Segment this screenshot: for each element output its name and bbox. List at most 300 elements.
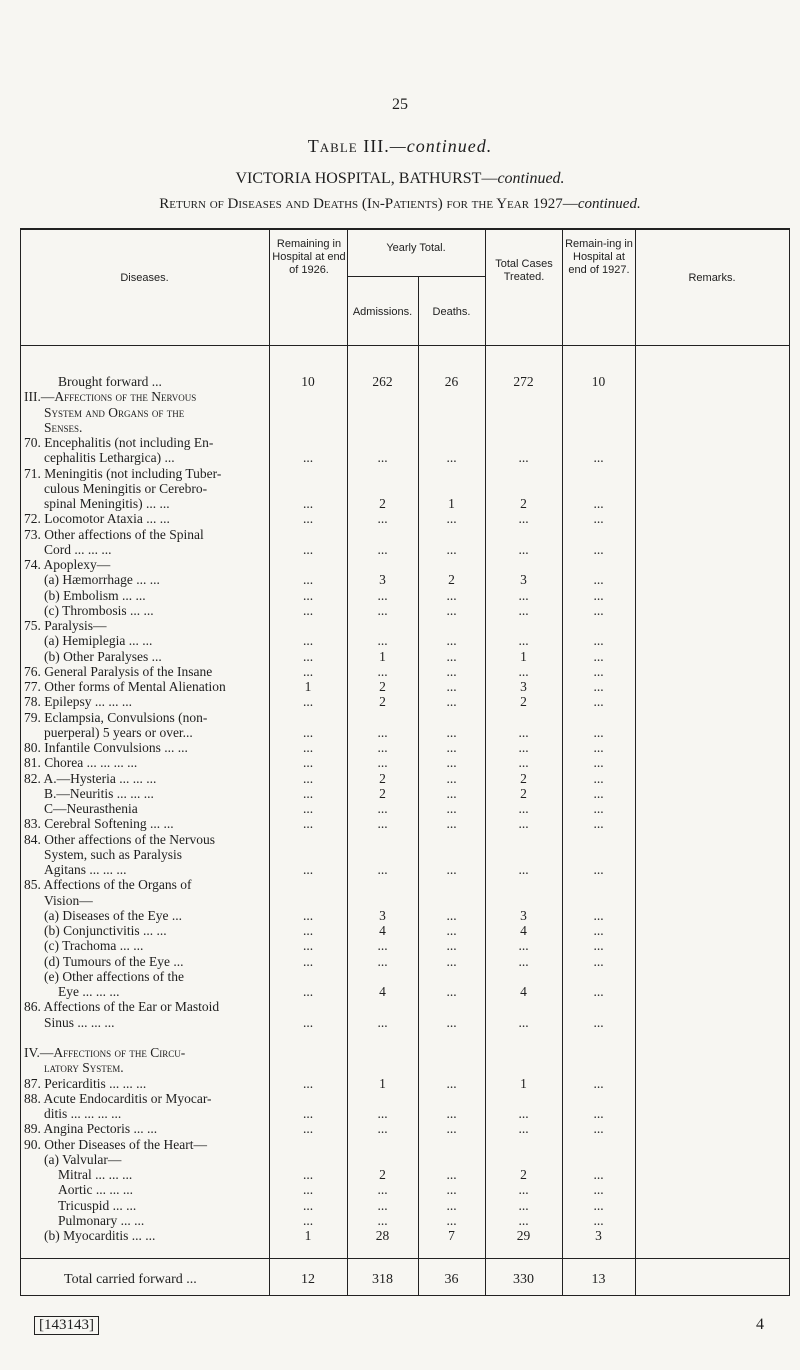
cell-total-cases: 4 (520, 923, 527, 938)
cell-total-cases: ... (518, 663, 529, 679)
disease-label: Cord ... ... ... (44, 541, 112, 557)
cell-remaining-1927: ... (593, 679, 604, 694)
table-row (0, 893, 800, 909)
cell-remaining-1927: ... (593, 572, 604, 588)
cell-remaining-1926: ... (302, 801, 314, 816)
cell-deaths: ... (446, 694, 457, 710)
table-row (0, 1015, 800, 1031)
cell-remaining-1926: ... (302, 755, 314, 771)
disease-label: (b) Myocarditis ... ... (44, 1228, 156, 1243)
cell-deaths: ... (446, 984, 457, 999)
header-diseases: Diseases. (120, 272, 169, 284)
table-row (0, 481, 800, 497)
cell-remaining-1927: 10 (591, 374, 606, 389)
cell-remaining-1927: ... (593, 816, 604, 832)
disease-label: (a) Diseases of the Eye ... (44, 907, 182, 923)
disease-label: 72. Locomotor Ataxia ... ... (24, 511, 170, 527)
cell-admissions: ... (377, 511, 388, 527)
cell-admissions: 1 (379, 648, 386, 664)
disease-label: culous Meningitis or Cerebro- (44, 480, 208, 496)
table-row (0, 588, 800, 604)
disease-label: 87. Pericarditis ... ... ... (24, 1075, 147, 1091)
table-row (0, 435, 800, 451)
cell-admissions: ... (377, 801, 388, 816)
table-row (0, 450, 800, 466)
return-cont: continued. (577, 196, 641, 212)
table-title-main: Table III. (307, 136, 390, 156)
cell-admissions: 2 (379, 770, 386, 786)
cell-deaths: ... (446, 1014, 457, 1030)
disease-label: (a) Hæmorrhage ... ... (44, 572, 160, 588)
cell-remaining-1926: ... (302, 1014, 314, 1030)
total-row-border (20, 1258, 790, 1259)
cell-admissions: 2 (379, 1167, 386, 1182)
disease-label: Mitral ... ... ... (58, 1167, 133, 1182)
cell-admissions: ... (377, 1197, 388, 1213)
page-number: 25 (392, 96, 408, 113)
header-admissions: Admissions. (352, 306, 413, 318)
cell-total-cases: 2 (520, 496, 527, 511)
cell-total-cases: ... (518, 740, 529, 755)
disease-label: 74. Apoplexy— (24, 557, 111, 572)
table-row (0, 740, 800, 756)
cell-deaths: ... (446, 923, 457, 938)
cell-remaining-1926: 1 (304, 679, 312, 694)
cell-remaining-1926: ... (302, 984, 314, 999)
table-row (0, 1213, 800, 1229)
table-row (0, 389, 800, 405)
cell-total-cases: ... (518, 1182, 529, 1198)
table-row (0, 1091, 800, 1107)
total-row (0, 1272, 800, 1288)
disease-label: 70. Encephalitis (not including En- (24, 435, 214, 450)
cell-admissions: ... (377, 1014, 388, 1030)
cell-admissions: ... (377, 1121, 388, 1137)
cell-total-cases: 1 (520, 648, 527, 664)
hospital-heading (0, 170, 800, 188)
table-row (0, 816, 800, 832)
cell-remaining-1927: ... (593, 984, 604, 999)
table-row (0, 1152, 800, 1168)
disease-label: ditis ... ... ... ... (44, 1106, 122, 1121)
table-row (0, 466, 800, 482)
cell-remaining-1927: ... (593, 1212, 604, 1228)
disease-label: spinal Meningitis) ... ... (44, 496, 170, 511)
disease-label: Vision— (44, 892, 93, 908)
table-row (0, 511, 800, 527)
disease-label: (c) Thrombosis ... ... (44, 602, 154, 618)
cell-total-cases: ... (518, 1014, 529, 1030)
table-row (0, 786, 800, 802)
cell-remaining-1927: ... (593, 801, 604, 816)
cell-admissions: 3 (379, 572, 386, 588)
cell-total-cases: 2 (520, 1167, 527, 1182)
cell-deaths: ... (446, 1075, 457, 1091)
disease-label: puerperal) 5 years or over... (44, 724, 193, 740)
table-title (0, 136, 800, 157)
cell-total-cases: ... (518, 1212, 529, 1228)
cell-total-cases: ... (518, 724, 529, 740)
cell-total-cases: 2 (520, 694, 527, 710)
cell-remaining-1926: ... (302, 663, 314, 679)
cell-admissions: 2 (379, 496, 386, 511)
cell-remaining-1927: ... (593, 755, 604, 771)
disease-label: Eye ... ... ... (58, 984, 120, 999)
cell-total-cases: ... (518, 816, 529, 832)
table-row (0, 679, 800, 695)
cell-admissions: ... (377, 740, 388, 755)
header-remarks: Remarks. (688, 272, 736, 284)
cell-total-cases: 3 (520, 679, 527, 694)
disease-label: (b) Embolism ... ... (44, 587, 146, 603)
disease-label: 81. Chorea ... ... ... ... (24, 755, 138, 771)
cell-admissions: ... (377, 1182, 388, 1198)
cell-total-cases: ... (518, 602, 529, 618)
cell-deaths: ... (446, 862, 457, 877)
cell-admissions: ... (377, 633, 388, 649)
cell-remaining-1927: ... (593, 923, 604, 938)
table-row (0, 496, 800, 512)
disease-label: Agitans ... ... ... (44, 862, 127, 877)
table-title-cont: —continued. (389, 136, 493, 156)
cell-remaining-1926: ... (302, 907, 314, 923)
cell-admissions: ... (377, 938, 388, 954)
footer-sheet-number: 4 (756, 1316, 764, 1333)
cell-remaining-1927: ... (593, 663, 604, 679)
disease-label: System and Organs of the (44, 404, 185, 420)
cell-remaining-1926: ... (302, 816, 314, 832)
cell-remaining-1927: ... (593, 511, 604, 527)
cell-total-cases: ... (518, 1106, 529, 1121)
cell-remaining-1926: ... (302, 572, 314, 588)
cell-total-cases: ... (518, 587, 529, 603)
disease-label: (d) Tumours of the Eye ... (44, 953, 184, 969)
header-remaining-1926: Remaining in Hospital at end of 1926. (272, 238, 346, 276)
table-row (0, 908, 800, 924)
disease-label: 82. A.—Hysteria ... ... ... (24, 770, 157, 786)
total-deaths: 36 (444, 1272, 459, 1287)
cell-remaining-1926: ... (302, 1075, 314, 1091)
cell-remaining-1926: ... (302, 1182, 314, 1198)
cell-remaining-1926: ... (302, 602, 314, 618)
table-row (0, 1106, 800, 1122)
disease-label: Sinus ... ... ... (44, 1014, 115, 1030)
table-row (0, 954, 800, 970)
return-heading (0, 196, 800, 213)
cell-remaining-1926: ... (302, 587, 314, 603)
disease-label: (a) Valvular— (44, 1151, 122, 1167)
cell-remaining-1927: ... (593, 1197, 604, 1213)
cell-total-cases: 2 (520, 785, 527, 801)
cell-admissions: ... (377, 541, 388, 557)
cell-admissions: ... (377, 1106, 388, 1121)
cell-remaining-1927: ... (593, 1121, 604, 1137)
disease-label: cephalitis Lethargica) ... (44, 450, 175, 466)
cell-total-cases: 272 (513, 374, 534, 389)
cell-remaining-1926: ... (302, 511, 314, 527)
cell-deaths: ... (446, 1182, 457, 1198)
cell-total-cases: 2 (520, 770, 527, 786)
cell-remaining-1926: ... (302, 938, 314, 954)
disease-label: 83. Cerebral Softening ... ... (24, 816, 174, 832)
cell-deaths: ... (446, 907, 457, 923)
cell-total-cases: ... (518, 938, 529, 954)
cell-remaining-1927: ... (593, 938, 604, 954)
cell-deaths: 7 (448, 1228, 455, 1243)
cell-deaths: ... (446, 938, 457, 954)
cell-remaining-1927: 3 (595, 1228, 602, 1243)
disease-label: 77. Other forms of Mental Alienation (24, 679, 226, 694)
disease-label: Brought forward ... (58, 374, 162, 389)
disease-label: 76. General Paralysis of the Insane (24, 663, 213, 679)
disease-label: (b) Other Paralyses ... (44, 648, 162, 664)
cell-remaining-1927: ... (593, 496, 604, 511)
cell-admissions: 262 (372, 374, 393, 389)
cell-deaths: ... (446, 953, 457, 969)
cell-total-cases: ... (518, 541, 529, 557)
cell-deaths: ... (446, 816, 457, 832)
total-label: Total carried forward ... (64, 1272, 197, 1287)
cell-deaths: ... (446, 1106, 457, 1121)
cell-deaths: ... (446, 801, 457, 816)
cell-admissions: ... (377, 450, 388, 466)
table-row (0, 938, 800, 954)
table-row (0, 1182, 800, 1198)
header-total-cases: Total Cases Treated. (495, 258, 553, 283)
cell-admissions: ... (377, 862, 388, 877)
table-row (0, 1060, 800, 1076)
cell-remaining-1927: ... (593, 1182, 604, 1198)
hospital-name: VICTORIA HOSPITAL, BATHURST— (235, 170, 498, 187)
cell-total-cases: 4 (520, 984, 527, 999)
disease-label: C—Neurasthenia (44, 801, 138, 816)
cell-deaths: ... (446, 724, 457, 740)
table-row (0, 862, 800, 878)
cell-remaining-1926: ... (302, 953, 314, 969)
table-row (0, 877, 800, 893)
cell-admissions: 2 (379, 785, 386, 801)
cell-admissions: ... (377, 602, 388, 618)
cell-remaining-1927: ... (593, 1075, 604, 1091)
disease-label: latory System. (44, 1060, 124, 1076)
cell-total-cases: ... (518, 953, 529, 969)
cell-deaths: ... (446, 587, 457, 603)
cell-total-cases: 3 (520, 907, 527, 923)
cell-remaining-1926: ... (302, 724, 314, 740)
disease-label: Senses. (44, 419, 83, 435)
table-row (0, 374, 800, 390)
cell-deaths: ... (446, 755, 457, 771)
cell-deaths: ... (446, 1121, 457, 1137)
cell-remaining-1926: ... (302, 496, 314, 511)
cell-deaths: ... (446, 1197, 457, 1213)
cell-deaths: 1 (448, 496, 455, 511)
cell-remaining-1927: ... (593, 648, 604, 664)
cell-remaining-1926: ... (302, 1106, 314, 1121)
cell-remaining-1927: ... (593, 724, 604, 740)
cell-remaining-1927: ... (593, 740, 604, 755)
cell-remaining-1927: ... (593, 602, 604, 618)
cell-deaths: ... (446, 633, 457, 649)
table-row (0, 755, 800, 771)
header-yearly-total: Yearly Total. (386, 242, 446, 254)
disease-label: 85. Affections of the Organs of (24, 877, 192, 893)
cell-remaining-1927: ... (593, 633, 604, 649)
total-remaining-1926: 12 (301, 1272, 315, 1287)
cell-total-cases: ... (518, 633, 529, 649)
cell-remaining-1926: ... (302, 785, 314, 801)
footer-print-code: [143143] (34, 1316, 99, 1335)
cell-total-cases: ... (518, 450, 529, 466)
cell-remaining-1926: ... (302, 633, 314, 649)
cell-total-cases: 29 (516, 1228, 531, 1243)
table-row (0, 832, 800, 848)
cell-admissions: ... (377, 1212, 388, 1228)
table-row (0, 542, 800, 558)
table-row (0, 572, 800, 588)
table-row (0, 1076, 800, 1092)
cell-admissions: ... (377, 816, 388, 832)
cell-remaining-1926: ... (302, 450, 314, 466)
disease-label: (b) Conjunctivitis ... ... (44, 923, 167, 938)
cell-remaining-1926: ... (302, 541, 314, 557)
table-row (0, 710, 800, 726)
cell-admissions: 4 (379, 984, 386, 999)
cell-admissions: ... (377, 587, 388, 603)
table-row (0, 664, 800, 680)
disease-label: 79. Eclampsia, Convulsions (non- (24, 709, 208, 725)
disease-label: 90. Other Diseases of the Heart— (24, 1136, 207, 1152)
cell-remaining-1926: 1 (304, 1228, 312, 1243)
cell-admissions: 4 (379, 923, 386, 938)
cell-deaths: ... (446, 450, 457, 466)
cell-remaining-1926: ... (302, 923, 314, 938)
table-row (0, 1167, 800, 1183)
cell-remaining-1927: ... (593, 587, 604, 603)
cell-remaining-1927: ... (593, 541, 604, 557)
table-bottom-border (20, 1295, 790, 1296)
header-bottom-border (20, 345, 790, 346)
cell-admissions: 2 (379, 694, 386, 710)
total-admissions: 318 (372, 1272, 393, 1287)
cell-deaths: ... (446, 770, 457, 786)
cell-remaining-1926: ... (302, 1197, 314, 1213)
cell-deaths: ... (446, 1212, 457, 1228)
disease-label: Aortic ... ... ... (58, 1182, 133, 1198)
cell-remaining-1927: ... (593, 1167, 604, 1182)
disease-label: (a) Hemiplegia ... ... (44, 633, 153, 649)
disease-label: (e) Other affections of the (44, 968, 184, 984)
cell-remaining-1927: ... (593, 1014, 604, 1030)
cell-deaths: 26 (444, 374, 459, 389)
return-text: Return of Diseases and Deaths (In-Patients) for the Year 1927— (159, 196, 578, 212)
disease-label: 71. Meningitis (not including Tuber- (24, 465, 222, 481)
table-row (0, 405, 800, 421)
cell-admissions: 3 (379, 907, 386, 923)
disease-label: 80. Infantile Convulsions ... ... (24, 740, 188, 755)
header-deaths: Deaths. (432, 306, 471, 318)
cell-admissions: 28 (375, 1228, 390, 1243)
cell-admissions: ... (377, 663, 388, 679)
cell-total-cases: 3 (520, 572, 527, 588)
cell-total-cases: ... (518, 801, 529, 816)
table-row (0, 527, 800, 543)
cell-total-cases: ... (518, 755, 529, 771)
cell-remaining-1927: ... (593, 694, 604, 710)
table-row (0, 603, 800, 619)
cell-remaining-1926: ... (302, 694, 314, 710)
table-row (0, 725, 800, 741)
cell-remaining-1927: ... (593, 1106, 604, 1121)
disease-label: III.—Affections of the Nervous (24, 389, 197, 405)
header-remaining-1927: Remain-ing in Hospital at end of 1927. (565, 238, 633, 276)
cell-remaining-1927: ... (593, 953, 604, 969)
cell-total-cases: ... (518, 1197, 529, 1213)
cell-remaining-1926: ... (302, 1121, 314, 1137)
yearly-total-divider (347, 276, 485, 277)
disease-label: 75. Paralysis— (24, 618, 107, 633)
table-row (0, 420, 800, 436)
disease-label: Pulmonary ... ... (58, 1212, 145, 1228)
cell-admissions: ... (377, 755, 388, 771)
total-cases-treated: 330 (513, 1272, 534, 1287)
table-row (0, 984, 800, 1000)
cell-admissions: ... (377, 953, 388, 969)
disease-label: B.—Neuritis ... ... ... (44, 785, 154, 801)
cell-remaining-1927: ... (593, 450, 604, 466)
cell-total-cases: ... (518, 1121, 529, 1137)
disease-label: IV.—Affections of the Circu- (24, 1045, 186, 1060)
table-row (0, 801, 800, 817)
disease-label: Tricuspid ... ... (58, 1197, 137, 1213)
cell-admissions: ... (377, 724, 388, 740)
table-row (0, 633, 800, 649)
disease-label: System, such as Paralysis (44, 846, 182, 862)
table-row (0, 1045, 800, 1061)
disease-label: 84. Other affections of the Nervous (24, 831, 215, 847)
table-top-border (20, 228, 790, 230)
cell-total-cases: ... (518, 511, 529, 527)
cell-remaining-1926: 10 (301, 374, 315, 389)
cell-remaining-1927: ... (593, 785, 604, 801)
cell-total-cases: 1 (520, 1075, 527, 1091)
table-row (0, 1137, 800, 1153)
cell-deaths: ... (446, 1167, 457, 1182)
cell-remaining-1926: ... (302, 1167, 314, 1182)
table-row (0, 1228, 800, 1244)
cell-remaining-1926: ... (302, 740, 314, 755)
cell-deaths: ... (446, 785, 457, 801)
disease-label: 78. Epilepsy ... ... ... (24, 694, 132, 710)
table-row (0, 694, 800, 710)
cell-deaths: ... (446, 648, 457, 664)
table-row (0, 557, 800, 573)
cell-total-cases: ... (518, 862, 529, 877)
disease-label: 86. Affections of the Ear or Mastoid (24, 999, 220, 1015)
cell-deaths: ... (446, 541, 457, 557)
cell-remaining-1927: ... (593, 770, 604, 786)
table-row (0, 999, 800, 1015)
cell-remaining-1926: ... (302, 1212, 314, 1228)
cell-remaining-1926: ... (302, 770, 314, 786)
cell-admissions: 2 (379, 679, 386, 694)
table-row (0, 969, 800, 985)
cell-admissions: 1 (379, 1075, 386, 1091)
hospital-cont: continued. (497, 170, 565, 187)
cell-deaths: ... (446, 602, 457, 618)
disease-label: (c) Trachoma ... ... (44, 938, 144, 954)
disease-label: 73. Other affections of the Spinal (24, 526, 204, 542)
